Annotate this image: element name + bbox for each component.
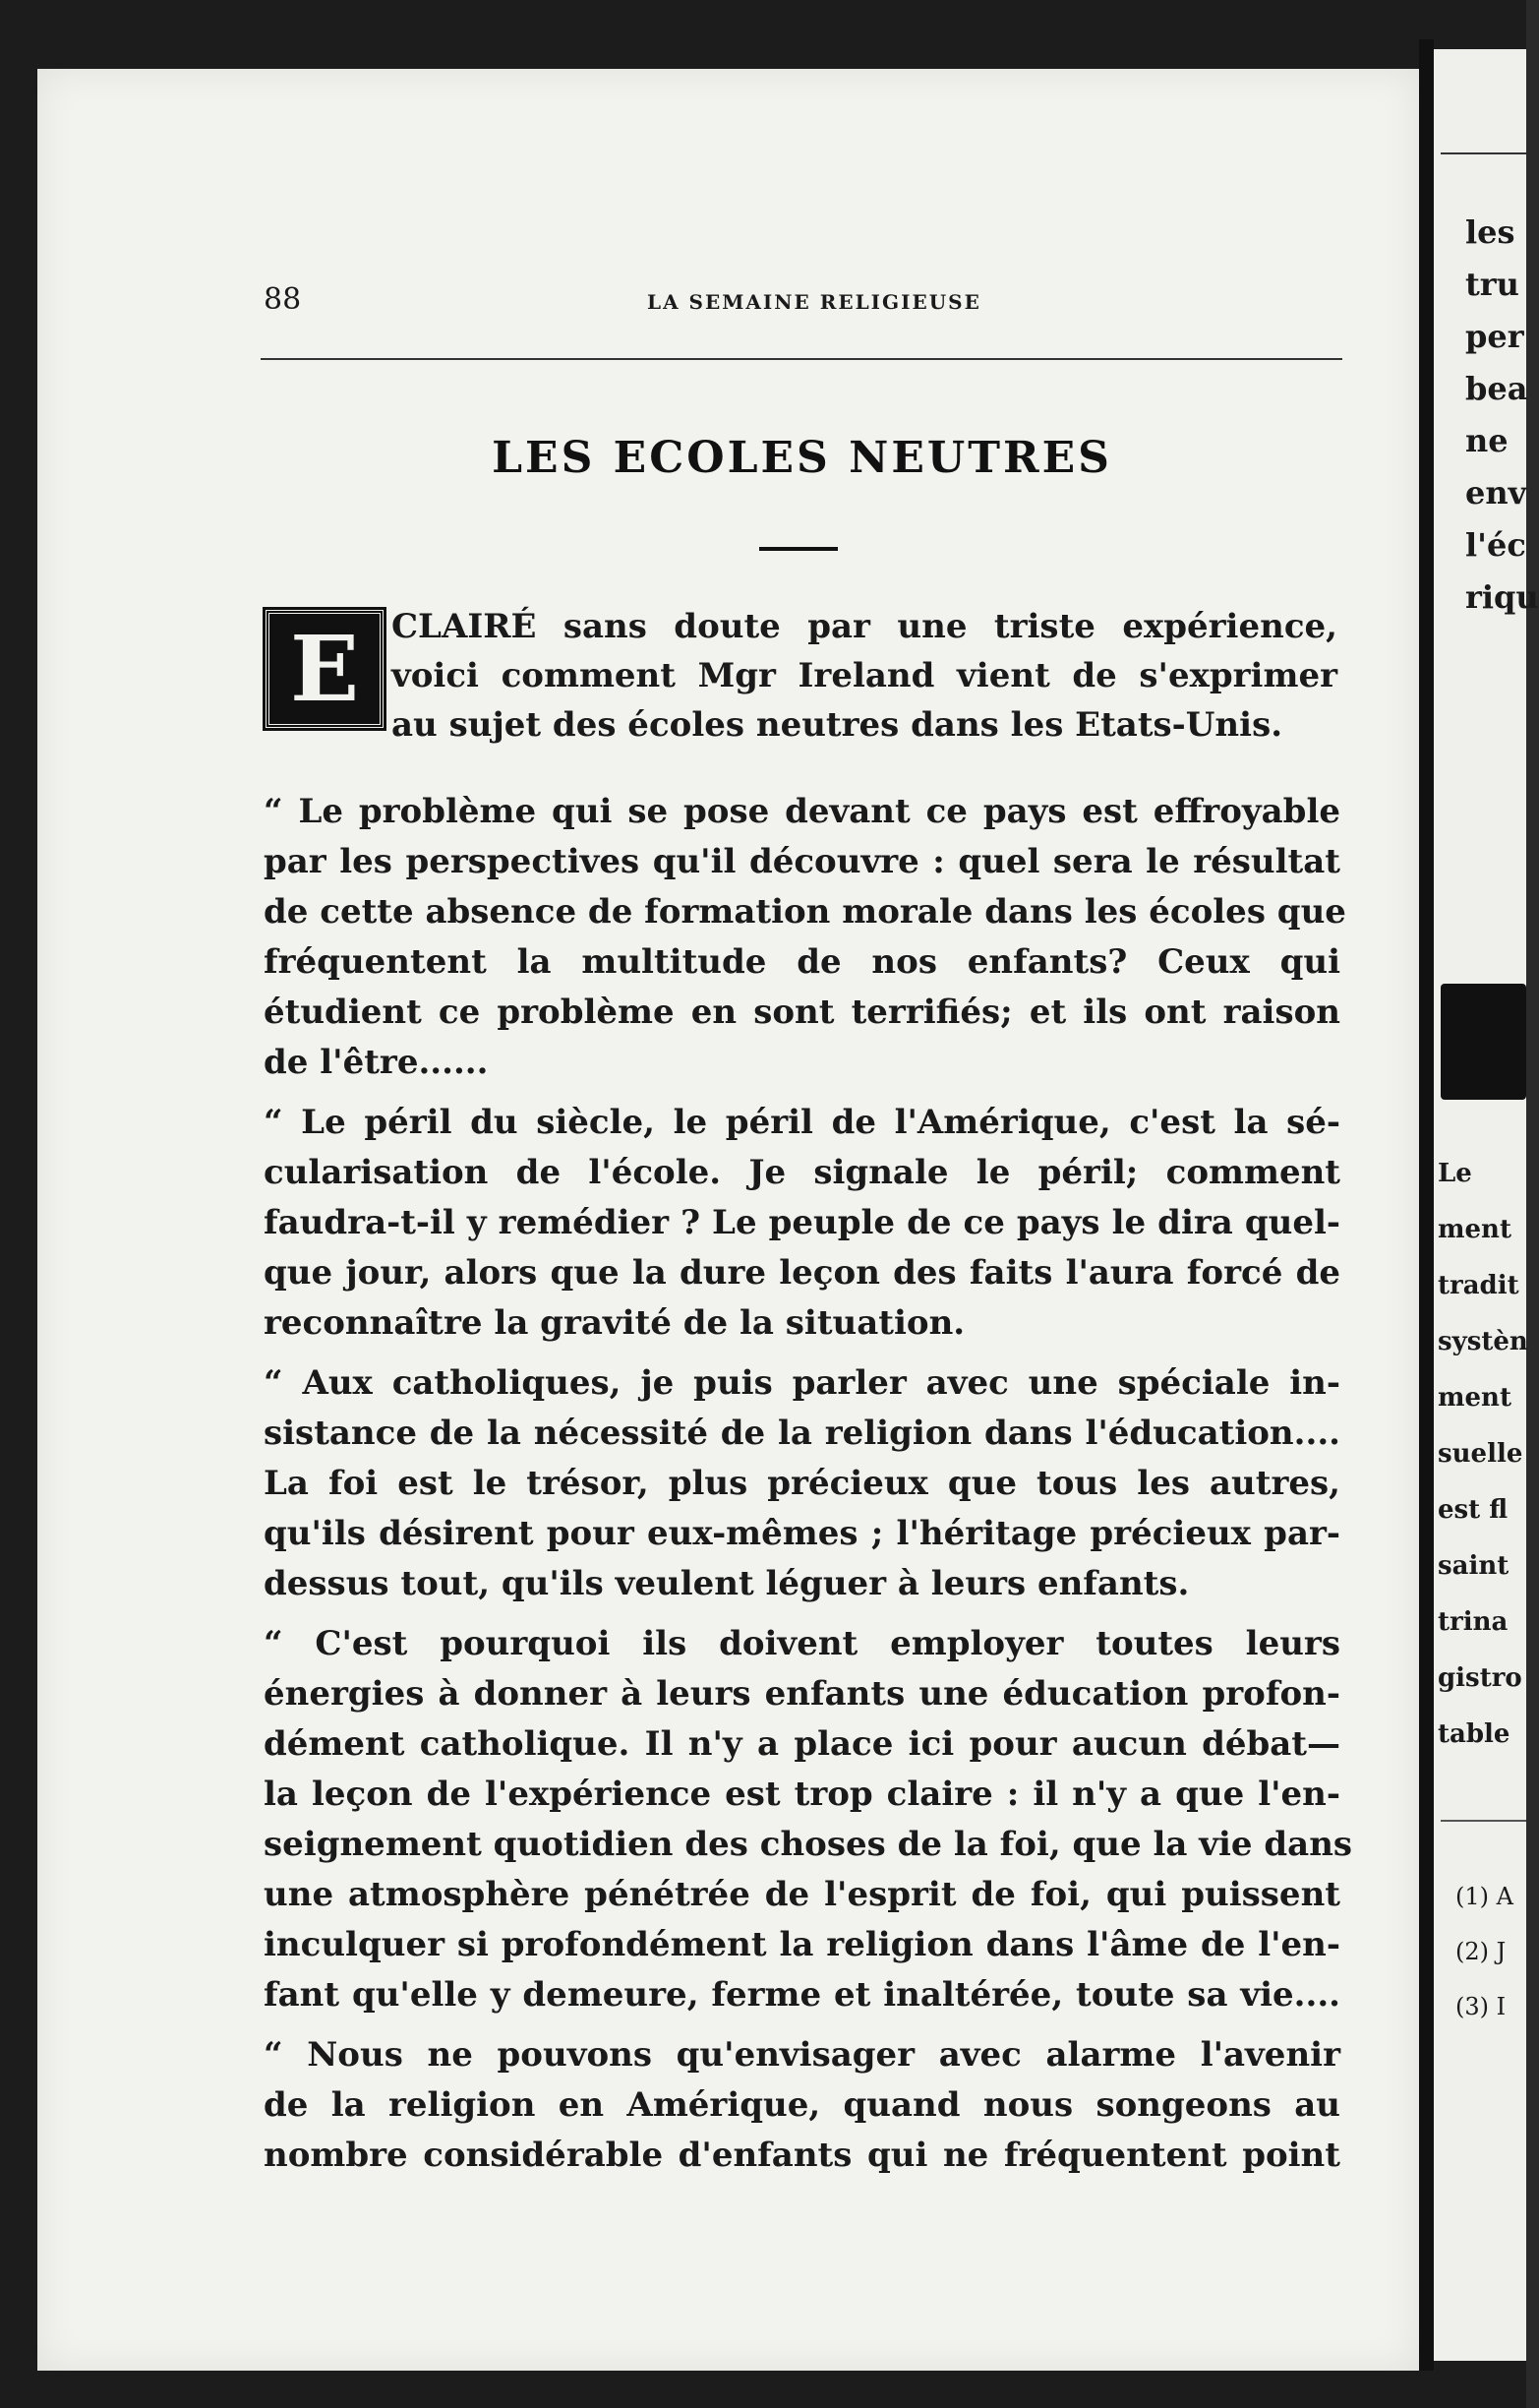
text-line: gistro (1438, 1663, 1522, 1693)
paragraph (264, 1098, 1340, 1349)
text-line: “ Nous ne pouvons qu'envisager avec alarme l'avenir (264, 2035, 1340, 2075)
text-line: env (1465, 474, 1527, 512)
text-line: l'éc (1465, 526, 1526, 564)
text-line: riqu (1465, 578, 1539, 616)
text-line: au sujet des écoles neutres dans les Etats-Unis. (391, 705, 1283, 745)
text-line: Le (1438, 1159, 1472, 1188)
text-line: seignement quotidien des choses de la foi, que la vie dans (264, 1825, 1353, 1864)
text-line: dément catholique. Il n'y a place ici pour aucun débat— (264, 1724, 1340, 1764)
paragraph (264, 2030, 1340, 2181)
text-line: bea (1465, 370, 1528, 407)
text-line: nombre considérable d'enfants qui ne fréquentent point (264, 2136, 1340, 2175)
text-line: la leçon de l'expérience est trop claire : il n'y a que l'en- (264, 1775, 1340, 1814)
text-line: suelle (1438, 1439, 1523, 1469)
intro-paragraph (391, 602, 1337, 750)
text-line: tradit (1438, 1271, 1519, 1300)
text-line: fréquentent la multitude de nos enfants? Ceux qui (264, 942, 1340, 982)
right-page-small-text (1438, 1146, 1528, 1763)
text-line: sistance de la nécessité de la religion dans l'éducation.... (264, 1414, 1340, 1453)
text-line: ment (1438, 1215, 1511, 1244)
text-line: énergies à donner à leurs enfants une éducation profon- (264, 1674, 1340, 1714)
text-line: per (1465, 318, 1524, 355)
text-line: les (1465, 213, 1515, 251)
header-rule (261, 358, 1342, 360)
text-line: cularisation de l'école. Je signale le péril; comment (264, 1153, 1340, 1192)
text-line: reconnaître la gravité de la situation. (264, 1303, 966, 1343)
footnote: (2) J (1455, 1938, 1507, 1965)
footnote: (1) A (1455, 1883, 1513, 1910)
paragraph (264, 787, 1346, 1088)
text-line: ne (1465, 422, 1509, 459)
page-header (264, 282, 1340, 341)
drop-cap: E (266, 610, 384, 728)
text-line: que jour, alors que la dure leçon des faits l'aura forcé de (264, 1253, 1340, 1293)
right-page-text (1465, 207, 1539, 624)
article-title: LES ECOLES NEUTRES (492, 433, 1112, 483)
paragraph (264, 1358, 1340, 1609)
text-line: “ Le péril du siècle, le péril de l'Amérique, c'est la sé- (264, 1103, 1340, 1142)
text-line: CLAIRÉ sans doute par une triste expérience, (391, 607, 1337, 646)
paragraph (264, 1619, 1353, 2020)
page-number: 88 (264, 282, 302, 317)
right-page-footnotes (1455, 1869, 1513, 2034)
text-line: fant qu'elle y demeure, ferme et inaltérée, toute sa vie.... (264, 1975, 1340, 2015)
text-line: par les perspectives qu'il découvre : quel sera le résultat (264, 842, 1340, 881)
text-line: de cette absence de formation morale dans les écoles que (264, 892, 1346, 932)
text-line: de la religion en Amérique, quand nous songeons au (264, 2085, 1340, 2125)
text-line: La foi est le trésor, plus précieux que tous les autres, (264, 1464, 1340, 1503)
text-line: étudient ce problème en sont terrifiés; et ils ont raison (264, 993, 1340, 1032)
footnote: (3) I (1455, 1993, 1507, 2020)
right-page-footnote-rule (1441, 1820, 1526, 1822)
text-line: ment (1438, 1383, 1511, 1413)
text-line: tru (1465, 266, 1519, 303)
text-line: une atmosphère pénétrée de l'esprit de foi, qui puissent (264, 1875, 1340, 1914)
book-gutter (1419, 39, 1434, 2371)
text-line: dessus tout, qu'ils veulent léguer à leurs enfants. (264, 1564, 1190, 1603)
title-divider (759, 547, 838, 551)
running-title: LA SEMAINE RELIGIEUSE (647, 290, 981, 314)
article-body (264, 787, 1353, 2191)
text-line: inculquer si profondément la religion dans l'âme de l'en- (264, 1925, 1340, 1964)
text-line: est fl (1438, 1495, 1509, 1525)
text-line: trina (1438, 1607, 1509, 1637)
text-line: faudra-t-il y remédier ? Le peuple de ce pays le dira quel- (264, 1203, 1340, 1242)
right-page-header-rule (1441, 152, 1526, 154)
text-line: “ Aux catholiques, je puis parler avec une spéciale in- (264, 1363, 1340, 1403)
text-line: de l'être...... (264, 1043, 489, 1082)
text-line: systèn (1438, 1327, 1528, 1356)
text-line: saint (1438, 1551, 1509, 1581)
text-line: table (1438, 1719, 1510, 1749)
right-page-drop-cap (1441, 984, 1526, 1100)
text-line: “ Le problème qui se pose devant ce pays est effroyable (264, 792, 1340, 831)
text-line: “ C'est pourquoi ils doivent employer toutes leurs (264, 1624, 1340, 1663)
text-line: voici comment Mgr Ireland vient de s'exprimer (391, 656, 1337, 695)
text-line: qu'ils désirent pour eux-mêmes ; l'héritage précieux par- (264, 1514, 1340, 1553)
